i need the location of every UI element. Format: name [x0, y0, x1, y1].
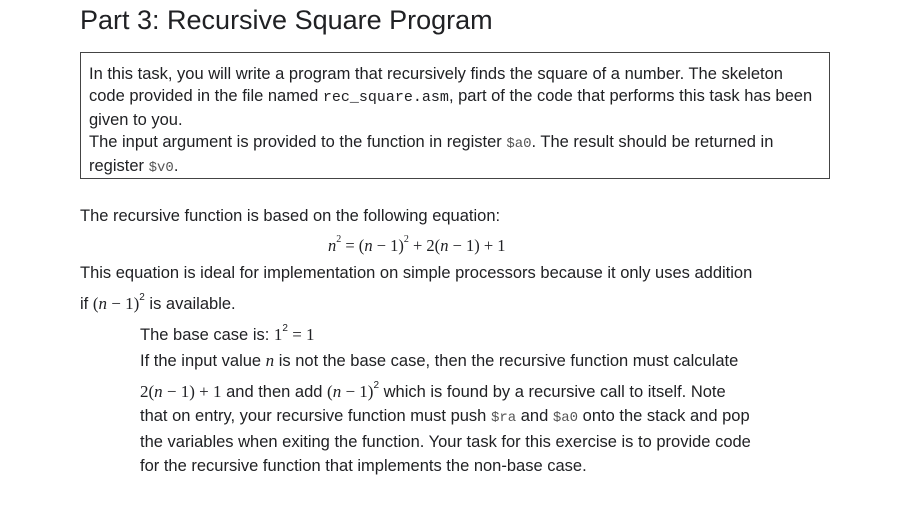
para-c-math-2: − 1) + 1	[162, 382, 222, 401]
equation-rest-2: − 1) + 1	[448, 236, 506, 255]
intro-paragraph	[89, 63, 821, 131]
intro-text-3: The input argument is provided to the function in register	[89, 133, 507, 151]
ideal-exponent: 2	[139, 292, 145, 303]
intro-text-5: .	[173, 157, 179, 175]
recursive-equation	[328, 236, 506, 256]
ideal-var-n: n	[98, 294, 108, 313]
para-c-text: and then add	[221, 383, 328, 401]
base-case-label: The base case is:	[140, 326, 274, 344]
equation-exponent: 2	[336, 234, 342, 245]
ideal-if: if	[80, 295, 93, 313]
page-title: Part 3: Recursive Square Program	[80, 5, 493, 35]
equation-minus-one: − 1)	[372, 236, 404, 255]
para-c-var-n: n	[154, 382, 163, 401]
equation-rest-1: + 2(	[408, 236, 441, 255]
base-case-line	[140, 325, 315, 345]
para-b: is not the base case, then the recursive function must calculate	[274, 352, 739, 370]
para-d3: onto the stack and pop	[578, 407, 750, 425]
para-var-n: n	[265, 351, 275, 370]
ideal-tail: is available.	[144, 295, 236, 313]
non-base-line-2	[140, 382, 726, 402]
para-d1: that on entry, your recursive function must push	[140, 407, 491, 425]
para-c-math-4: − 1)	[341, 382, 374, 401]
non-base-line-1	[140, 351, 738, 371]
para-c-math-1: 2(	[140, 382, 155, 401]
intro-text-2: , part of the code that performs this task has been given to you.	[89, 87, 813, 129]
base-case-eq: = 1	[287, 325, 315, 344]
ideal-line: This equation is ideal for implementation on simple processors because it only uses addition	[80, 264, 753, 282]
non-base-line-5: for the recursive function that implements the non-base case.	[140, 457, 587, 475]
equation-eq: = (	[341, 236, 365, 255]
register-ra: $ra	[490, 410, 517, 426]
intro-text-4: . The result should be returned in register	[89, 133, 774, 175]
para-c-text-2: which is found by a recursive call to itself. Note	[379, 383, 726, 401]
para-c-math-3: (	[327, 382, 333, 401]
equation-var-n: n	[328, 236, 337, 255]
equation-lead: The recursive function is based on the following equation:	[80, 207, 501, 225]
register-paragraph	[89, 131, 821, 179]
ideal-math-open: (	[92, 294, 99, 313]
register-v0: $v0	[148, 160, 174, 176]
para-c-exponent: 2	[373, 380, 380, 391]
para-d2: and	[516, 407, 553, 425]
non-base-line-4: the variables when exiting the function. Your task for this exercise is to provide code	[140, 433, 751, 451]
para-c-var-n2: n	[332, 382, 342, 401]
base-case-exponent: 2	[282, 323, 288, 334]
para-a: If the input value	[140, 352, 266, 370]
equation-var-n3: n	[440, 236, 449, 255]
equation-exponent-2: 2	[403, 234, 409, 245]
non-base-line-3	[140, 407, 750, 426]
register-a0: $a0	[506, 136, 532, 152]
filename-code: rec_square.asm	[322, 89, 449, 106]
ideal-math-close: − 1)	[107, 294, 140, 313]
intro-text-1: In this task, you will write a program that recursively finds the square of a number. The skeleton code provided in the file named	[89, 65, 783, 105]
ideal-line-2	[80, 294, 236, 314]
register-a0-b: $a0	[552, 410, 579, 426]
equation-var-n2: n	[364, 236, 373, 255]
task-description-box	[80, 52, 830, 179]
base-case-one: 1	[273, 325, 283, 344]
